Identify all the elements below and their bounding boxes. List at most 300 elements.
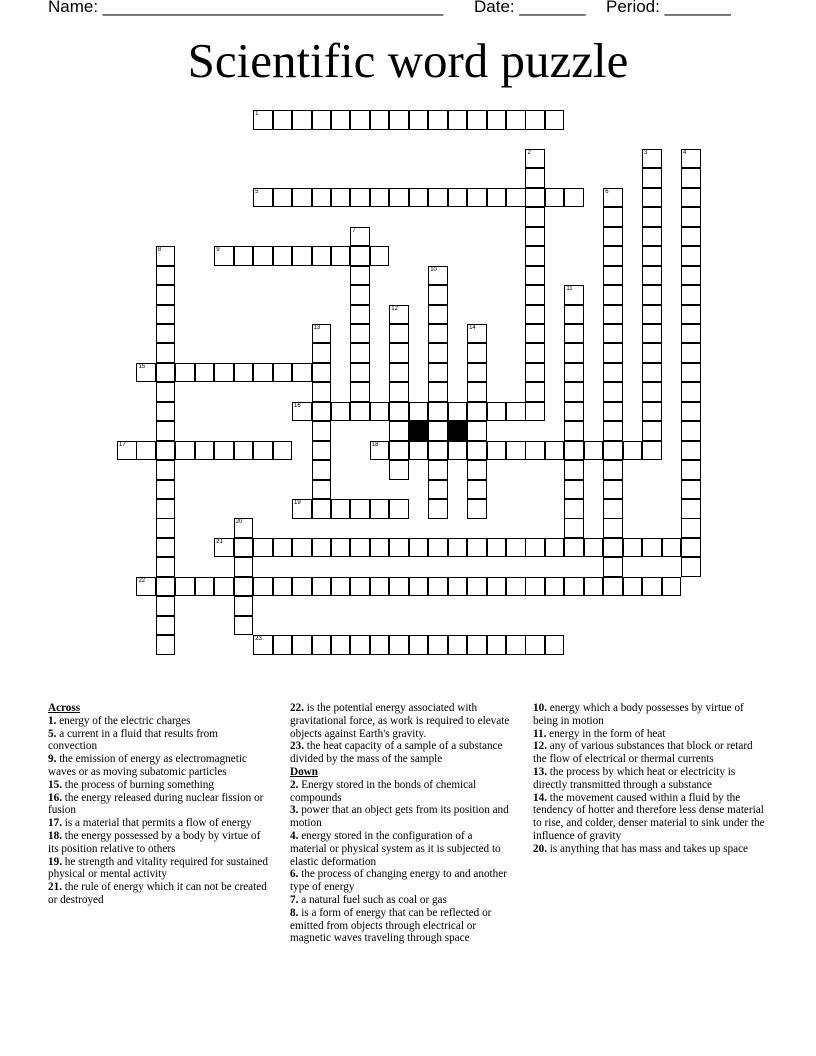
crossword-cell[interactable] [467,343,487,363]
crossword-cell[interactable] [603,207,623,227]
crossword-cell[interactable] [156,480,176,500]
crossword-cell[interactable] [545,188,565,208]
crossword-cell[interactable] [564,577,584,597]
crossword-cell[interactable] [175,441,195,461]
crossword-cell[interactable] [350,324,370,344]
crossword-cell[interactable] [273,363,293,383]
crossword-cell[interactable] [642,305,662,325]
crossword-cell[interactable] [603,227,623,247]
crossword-cell[interactable] [603,499,623,519]
crossword-cell[interactable] [603,441,623,461]
crossword-cell[interactable] [525,538,545,558]
crossword-cell[interactable] [681,421,701,441]
crossword-cell[interactable] [603,246,623,266]
crossword-cell[interactable] [350,343,370,363]
crossword-cell[interactable] [331,110,351,130]
crossword-cell[interactable] [603,480,623,500]
crossword-cell[interactable] [564,421,584,441]
crossword-cell[interactable] [331,499,351,519]
crossword-cell[interactable] [428,188,448,208]
crossword-cell[interactable] [603,577,623,597]
crossword-cell[interactable] [350,382,370,402]
crossword-cell[interactable] [312,363,332,383]
crossword-cell[interactable] [292,577,312,597]
crossword-cell[interactable] [642,577,662,597]
crossword-cell[interactable] [564,188,584,208]
crossword-cell[interactable] [506,441,526,461]
crossword-cell[interactable] [312,188,332,208]
crossword-cell[interactable] [525,382,545,402]
crossword-cell[interactable] [681,246,701,266]
crossword-cell[interactable] [525,343,545,363]
crossword-cell[interactable] [681,499,701,519]
crossword-cell[interactable] [156,421,176,441]
crossword-cell[interactable] [389,343,409,363]
crossword-cell[interactable] [681,518,701,538]
crossword-cell[interactable] [234,538,254,558]
crossword-cell[interactable] [156,285,176,305]
crossword-cell[interactable] [525,402,545,422]
crossword-cell[interactable] [642,363,662,383]
crossword-cell[interactable] [428,110,448,130]
crossword-cell[interactable] [156,596,176,616]
crossword-cell[interactable] [370,188,390,208]
crossword-cell[interactable] [603,538,623,558]
crossword-cell[interactable] [681,305,701,325]
crossword-cell[interactable] [117,441,137,461]
crossword-cell[interactable] [642,441,662,461]
crossword-cell[interactable] [156,538,176,558]
crossword-cell[interactable] [234,441,254,461]
crossword-cell[interactable] [253,246,273,266]
crossword-cell[interactable] [448,577,468,597]
crossword-cell[interactable] [312,110,332,130]
crossword-cell[interactable] [156,305,176,325]
crossword-cell[interactable] [156,324,176,344]
crossword-cell[interactable] [350,363,370,383]
crossword-cell[interactable] [681,266,701,286]
crossword-cell[interactable] [156,557,176,577]
crossword-cell[interactable] [350,110,370,130]
crossword-cell[interactable] [234,363,254,383]
crossword-cell[interactable] [428,635,448,655]
crossword-cell[interactable] [350,227,370,247]
crossword-cell[interactable] [564,324,584,344]
crossword-cell[interactable] [312,499,332,519]
crossword-cell[interactable] [273,635,293,655]
crossword-cell[interactable] [175,577,195,597]
crossword-cell[interactable] [389,441,409,461]
crossword-cell[interactable] [292,363,312,383]
crossword-cell[interactable] [448,110,468,130]
crossword-cell[interactable] [428,343,448,363]
crossword-cell[interactable] [214,577,234,597]
crossword-cell[interactable] [448,188,468,208]
crossword-cell[interactable] [487,635,507,655]
crossword-cell[interactable] [312,577,332,597]
crossword-cell[interactable] [642,188,662,208]
crossword-cell[interactable] [467,538,487,558]
crossword-cell[interactable] [487,110,507,130]
crossword-cell[interactable] [292,499,312,519]
crossword-cell[interactable] [389,460,409,480]
crossword-cell[interactable] [389,188,409,208]
crossword-cell[interactable] [312,343,332,363]
crossword-cell[interactable] [681,402,701,422]
crossword-cell[interactable] [195,363,215,383]
crossword-cell[interactable] [350,285,370,305]
crossword-cell[interactable] [156,246,176,266]
crossword-cell[interactable] [487,441,507,461]
crossword-cell[interactable] [331,577,351,597]
crossword-cell[interactable] [214,441,234,461]
crossword-cell[interactable] [681,168,701,188]
crossword-cell[interactable] [623,441,643,461]
crossword-cell[interactable] [156,402,176,422]
crossword-cell[interactable] [642,324,662,344]
crossword-cell[interactable] [409,538,429,558]
crossword-cell[interactable] [370,635,390,655]
crossword-cell[interactable] [448,441,468,461]
crossword-cell[interactable] [525,363,545,383]
crossword-cell[interactable] [350,246,370,266]
crossword-cell[interactable] [564,499,584,519]
crossword-cell[interactable] [156,577,176,597]
crossword-cell[interactable] [467,441,487,461]
crossword-cell[interactable] [312,460,332,480]
crossword-cell[interactable] [156,363,176,383]
crossword-cell[interactable] [428,305,448,325]
crossword-cell[interactable] [312,441,332,461]
crossword-cell[interactable] [681,149,701,169]
crossword-cell[interactable] [331,246,351,266]
crossword-cell[interactable] [467,480,487,500]
crossword-cell[interactable] [642,149,662,169]
crossword-cell[interactable] [273,188,293,208]
crossword-cell[interactable] [467,382,487,402]
crossword-cell[interactable] [409,188,429,208]
crossword-cell[interactable] [253,188,273,208]
crossword-cell[interactable] [312,402,332,422]
crossword-cell[interactable] [603,382,623,402]
crossword-cell[interactable] [487,188,507,208]
crossword-cell[interactable] [467,577,487,597]
crossword-cell[interactable] [350,577,370,597]
crossword-cell[interactable] [545,441,565,461]
crossword-cell[interactable] [545,635,565,655]
crossword-cell[interactable] [370,246,390,266]
crossword-cell[interactable] [603,363,623,383]
crossword-cell[interactable] [564,363,584,383]
crossword-cell[interactable] [603,324,623,344]
crossword-cell[interactable] [370,538,390,558]
crossword-cell[interactable] [253,635,273,655]
crossword-cell[interactable] [331,402,351,422]
crossword-cell[interactable] [681,441,701,461]
crossword-cell[interactable] [389,635,409,655]
crossword-cell[interactable] [156,266,176,286]
crossword-cell[interactable] [253,441,273,461]
crossword-cell[interactable] [506,188,526,208]
crossword-cell[interactable] [642,246,662,266]
crossword-cell[interactable] [370,577,390,597]
crossword-cell[interactable] [350,499,370,519]
crossword-cell[interactable] [234,616,254,636]
crossword-cell[interactable] [156,382,176,402]
crossword-cell[interactable] [467,324,487,344]
crossword-cell[interactable] [292,538,312,558]
crossword-cell[interactable] [273,441,293,461]
crossword-cell[interactable] [681,538,701,558]
crossword-cell[interactable] [428,402,448,422]
crossword-cell[interactable] [525,168,545,188]
crossword-cell[interactable] [681,324,701,344]
crossword-cell[interactable] [642,285,662,305]
crossword-cell[interactable] [428,499,448,519]
crossword-cell[interactable] [175,363,195,383]
crossword-cell[interactable] [467,460,487,480]
crossword-cell[interactable] [156,616,176,636]
crossword-cell[interactable] [312,421,332,441]
crossword-cell[interactable] [350,266,370,286]
crossword-cell[interactable] [564,285,584,305]
crossword-cell[interactable] [389,421,409,441]
crossword-cell[interactable] [448,538,468,558]
crossword-cell[interactable] [389,402,409,422]
crossword-cell[interactable] [603,285,623,305]
crossword-cell[interactable] [156,460,176,480]
crossword-cell[interactable] [253,577,273,597]
crossword-cell[interactable] [312,635,332,655]
crossword-cell[interactable] [603,518,623,538]
crossword-cell[interactable] [428,324,448,344]
crossword-cell[interactable] [214,538,234,558]
crossword-cell[interactable] [487,538,507,558]
crossword-cell[interactable] [350,538,370,558]
crossword-cell[interactable] [662,538,682,558]
crossword-cell[interactable] [564,460,584,480]
crossword-cell[interactable] [370,110,390,130]
crossword-cell[interactable] [681,480,701,500]
crossword-cell[interactable] [234,577,254,597]
crossword-cell[interactable] [525,188,545,208]
crossword-cell[interactable] [506,577,526,597]
crossword-cell[interactable] [564,382,584,402]
crossword-cell[interactable] [642,402,662,422]
crossword-cell[interactable] [273,246,293,266]
crossword-cell[interactable] [448,635,468,655]
crossword-cell[interactable] [564,480,584,500]
crossword-cell[interactable] [234,596,254,616]
crossword-cell[interactable] [156,343,176,363]
crossword-cell[interactable] [214,363,234,383]
crossword-cell[interactable] [564,518,584,538]
crossword-cell[interactable] [525,149,545,169]
crossword-cell[interactable] [389,324,409,344]
crossword-cell[interactable] [234,518,254,538]
crossword-cell[interactable] [409,402,429,422]
crossword-cell[interactable] [253,363,273,383]
crossword-cell[interactable] [467,402,487,422]
crossword-cell[interactable] [525,324,545,344]
crossword-cell[interactable] [506,402,526,422]
crossword-cell[interactable] [525,227,545,247]
crossword-cell[interactable] [564,441,584,461]
crossword-cell[interactable] [603,460,623,480]
crossword-cell[interactable] [642,168,662,188]
crossword-cell[interactable] [487,577,507,597]
crossword-cell[interactable] [214,246,234,266]
crossword-cell[interactable] [681,363,701,383]
crossword-cell[interactable] [467,363,487,383]
crossword-cell[interactable] [273,538,293,558]
crossword-cell[interactable] [642,266,662,286]
crossword-cell[interactable] [389,577,409,597]
crossword-cell[interactable] [428,480,448,500]
crossword-cell[interactable] [642,421,662,441]
crossword-cell[interactable] [584,577,604,597]
crossword-cell[interactable] [409,441,429,461]
crossword-cell[interactable] [273,110,293,130]
crossword-cell[interactable] [642,538,662,558]
crossword-cell[interactable] [156,518,176,538]
crossword-cell[interactable] [409,110,429,130]
crossword-cell[interactable] [273,577,293,597]
crossword-cell[interactable] [662,577,682,597]
crossword-cell[interactable] [681,460,701,480]
crossword-cell[interactable] [136,577,156,597]
crossword-cell[interactable] [292,402,312,422]
crossword-cell[interactable] [234,246,254,266]
crossword-cell[interactable] [370,402,390,422]
crossword-cell[interactable] [564,305,584,325]
crossword-cell[interactable] [681,557,701,577]
crossword-cell[interactable] [428,460,448,480]
crossword-cell[interactable] [506,635,526,655]
crossword-cell[interactable] [428,382,448,402]
crossword-cell[interactable] [370,499,390,519]
crossword-cell[interactable] [428,577,448,597]
crossword-cell[interactable] [545,110,565,130]
crossword-cell[interactable] [525,110,545,130]
crossword-cell[interactable] [428,266,448,286]
crossword-cell[interactable] [603,343,623,363]
crossword-cell[interactable] [253,110,273,130]
crossword-cell[interactable] [525,577,545,597]
crossword-cell[interactable] [681,285,701,305]
crossword-cell[interactable] [370,441,390,461]
crossword-cell[interactable] [331,635,351,655]
crossword-cell[interactable] [428,538,448,558]
crossword-cell[interactable] [467,499,487,519]
crossword-cell[interactable] [448,402,468,422]
crossword-cell[interactable] [467,421,487,441]
crossword-cell[interactable] [467,110,487,130]
crossword-cell[interactable] [545,577,565,597]
crossword-cell[interactable] [428,285,448,305]
crossword-cell[interactable] [467,635,487,655]
crossword-cell[interactable] [312,538,332,558]
crossword-cell[interactable] [292,635,312,655]
crossword-cell[interactable] [389,363,409,383]
crossword-cell[interactable] [389,382,409,402]
crossword-cell[interactable] [525,635,545,655]
crossword-cell[interactable] [234,557,254,577]
crossword-cell[interactable] [642,343,662,363]
crossword-cell[interactable] [331,188,351,208]
crossword-cell[interactable] [584,538,604,558]
crossword-cell[interactable] [389,110,409,130]
crossword-cell[interactable] [603,188,623,208]
crossword-cell[interactable] [409,577,429,597]
crossword-cell[interactable] [195,577,215,597]
crossword-cell[interactable] [350,402,370,422]
crossword-cell[interactable] [603,402,623,422]
crossword-cell[interactable] [545,538,565,558]
crossword-cell[interactable] [350,188,370,208]
crossword-cell[interactable] [603,557,623,577]
crossword-cell[interactable] [525,441,545,461]
crossword-cell[interactable] [136,441,156,461]
crossword-cell[interactable] [603,305,623,325]
crossword-cell[interactable] [350,635,370,655]
crossword-cell[interactable] [409,635,429,655]
crossword-cell[interactable] [603,421,623,441]
crossword-cell[interactable] [292,110,312,130]
crossword-cell[interactable] [525,246,545,266]
crossword-cell[interactable] [642,227,662,247]
crossword-cell[interactable] [681,227,701,247]
crossword-cell[interactable] [642,382,662,402]
crossword-cell[interactable] [681,207,701,227]
crossword-cell[interactable] [467,188,487,208]
crossword-cell[interactable] [389,305,409,325]
crossword-cell[interactable] [156,441,176,461]
crossword-cell[interactable] [428,441,448,461]
crossword-cell[interactable] [312,246,332,266]
crossword-cell[interactable] [312,480,332,500]
crossword-cell[interactable] [525,266,545,286]
crossword-cell[interactable] [428,421,448,441]
crossword-cell[interactable] [564,402,584,422]
crossword-cell[interactable] [136,363,156,383]
crossword-cell[interactable] [681,188,701,208]
crossword-cell[interactable] [292,188,312,208]
crossword-cell[interactable] [564,538,584,558]
crossword-cell[interactable] [350,305,370,325]
crossword-cell[interactable] [487,402,507,422]
crossword-cell[interactable] [253,538,273,558]
crossword-cell[interactable] [603,266,623,286]
crossword-cell[interactable] [525,305,545,325]
crossword-cell[interactable] [389,538,409,558]
crossword-cell[interactable] [564,343,584,363]
crossword-cell[interactable] [331,538,351,558]
crossword-cell[interactable] [642,207,662,227]
crossword-cell[interactable] [623,577,643,597]
crossword-cell[interactable] [623,538,643,558]
crossword-cell[interactable] [292,246,312,266]
crossword-cell[interactable] [156,635,176,655]
crossword-cell[interactable] [428,363,448,383]
crossword-cell[interactable] [312,324,332,344]
crossword-cell[interactable] [584,441,604,461]
crossword-cell[interactable] [525,207,545,227]
crossword-cell[interactable] [525,285,545,305]
crossword-cell[interactable] [681,382,701,402]
crossword-cell[interactable] [156,499,176,519]
crossword-cell[interactable] [312,382,332,402]
